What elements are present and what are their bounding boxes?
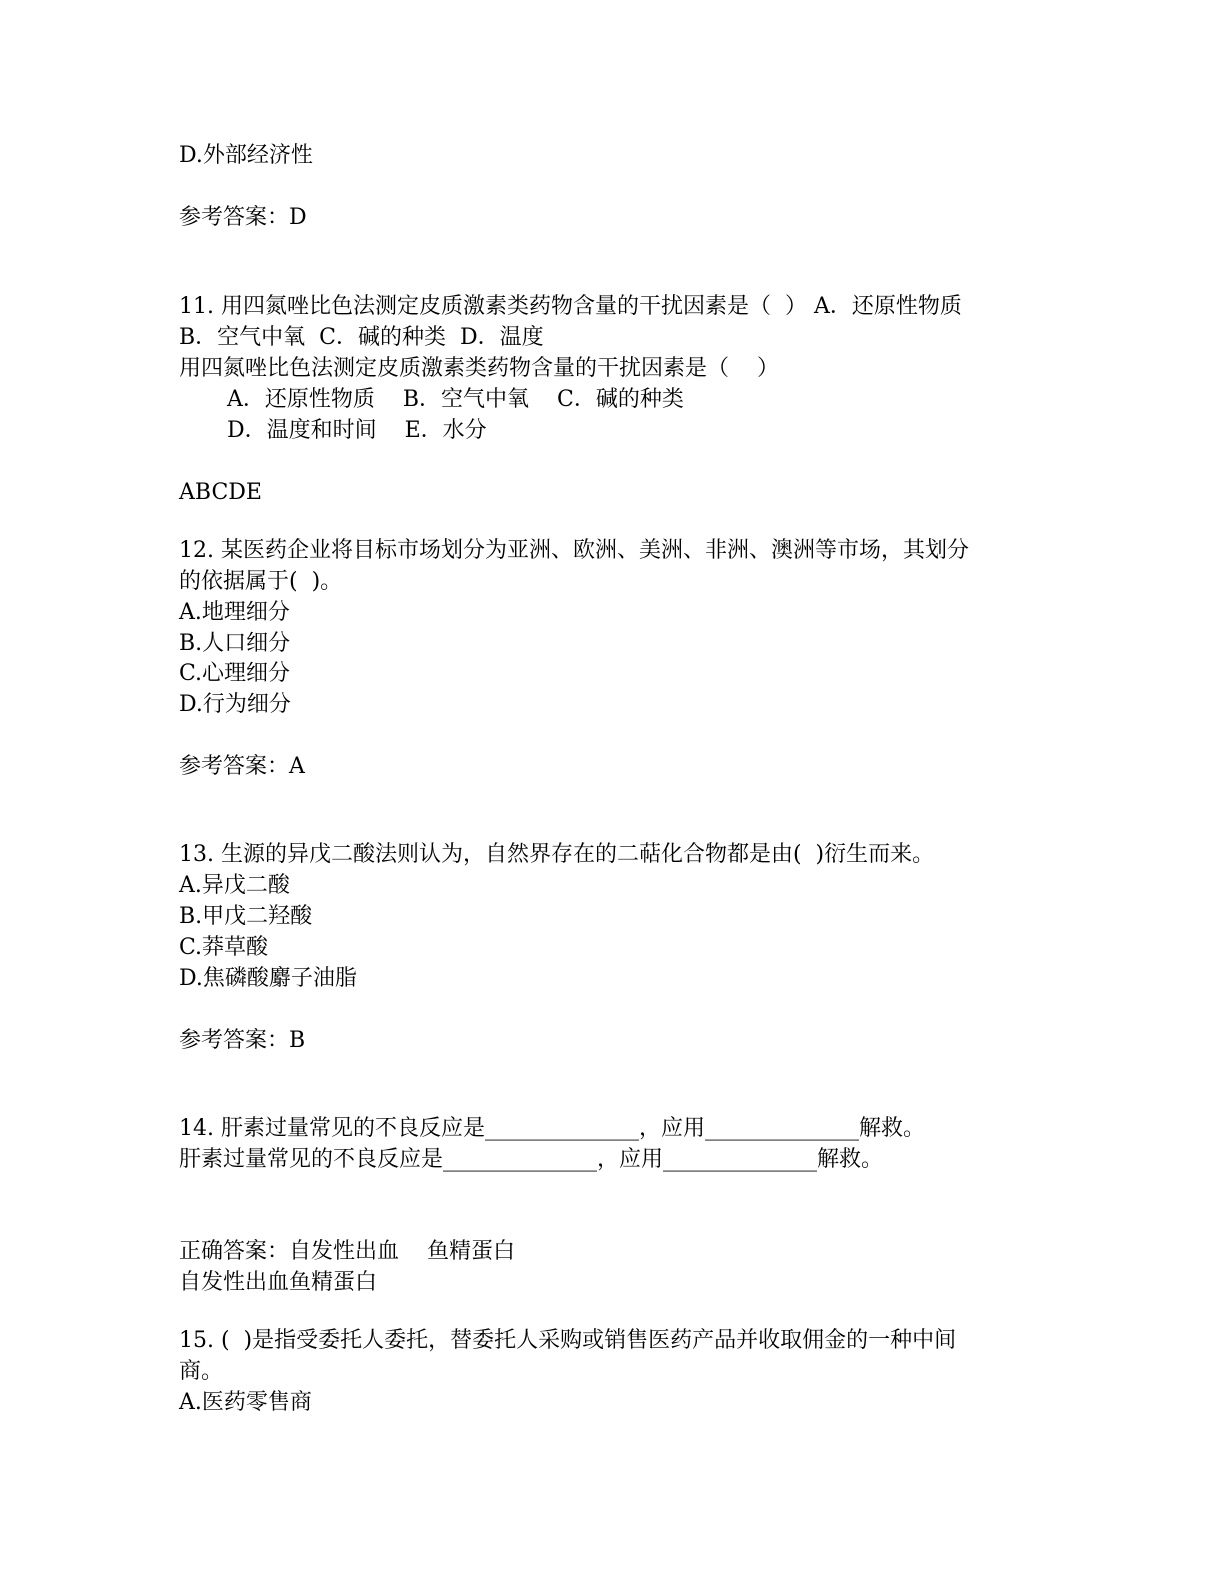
question-14-stem: 14. 肝素过量常见的不良反应是______________，应用______________解救。 <box>179 1116 925 1141</box>
answer-q14: 自发性出血鱼精蛋白 <box>179 1270 378 1295</box>
question-11-options-inline: B．空气中氧 C．碱的种类 D．温度 <box>179 325 544 350</box>
option-c-q12: C.心理细分 <box>179 661 291 686</box>
option-b-q13: B.甲戊二羟酸 <box>179 904 313 929</box>
question-14-repeat-stem: 肝素过量常见的不良反应是______________，应用______________解救。 <box>179 1147 884 1172</box>
question-12-stem-cont: 的依据属于( )。 <box>179 569 343 594</box>
option-a-q13: A.异戊二酸 <box>179 873 290 898</box>
question-11-options-row2: D．温度和时间 E．水分 <box>227 418 487 443</box>
reference-answer-q12: 参考答案：A <box>179 754 305 779</box>
answer-q11: ABCDE <box>179 480 262 505</box>
option-b-q12: B.人口细分 <box>179 631 291 656</box>
question-11-repeat-stem: 用四氮唑比色法测定皮质激素类药物含量的干扰因素是（ ） <box>179 356 779 381</box>
question-12-stem: 12. 某医药企业将目标市场划分为亚洲、欧洲、美洲、非洲、澳洲等市场，其划分 <box>179 538 969 563</box>
option-d-q10: D.外部经济性 <box>179 143 313 168</box>
question-11-options-row1: A．还原性物质 B．空气中氧 C．碱的种类 <box>227 387 684 412</box>
option-a-q12: A.地理细分 <box>179 600 290 625</box>
option-a-q15: A.医药零售商 <box>179 1390 312 1415</box>
option-c-q13: C.莽草酸 <box>179 935 269 960</box>
question-13-stem: 13. 生源的异戊二酸法则认为，自然界存在的二萜化合物都是由( )衍生而来。 <box>179 842 935 867</box>
reference-answer-q13: 参考答案：B <box>179 1028 306 1053</box>
reference-answer-q10: 参考答案：D <box>179 205 307 230</box>
question-11-stem: 11. 用四氮唑比色法测定皮质激素类药物含量的干扰因素是（ ） A．还原性物质 <box>179 294 962 319</box>
question-15-stem-cont: 商。 <box>179 1359 224 1384</box>
option-d-q13: D.焦磷酸麝子油脂 <box>179 966 357 991</box>
correct-answer-q14: 正确答案：自发性出血 鱼精蛋白 <box>179 1239 515 1264</box>
question-15-stem: 15. ( )是指受委托人委托，替委托人采购或销售医药产品并收取佣金的一种中间 <box>179 1328 957 1353</box>
option-d-q12: D.行为细分 <box>179 692 291 717</box>
